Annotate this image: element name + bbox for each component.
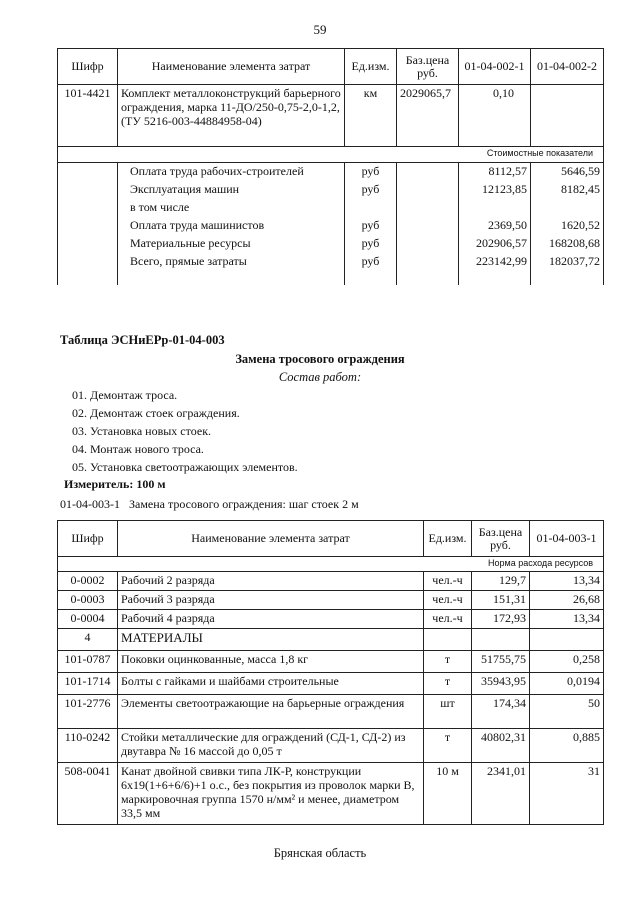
item-price: 2029065,7 (397, 85, 459, 147)
header-price: Баз.цена руб. (397, 49, 459, 85)
header-col1: 01-04-003-1 (530, 521, 604, 557)
cost-table-1 (57, 48, 604, 285)
work-item: 04. Монтаж нового троса. (72, 442, 204, 456)
table-title: Таблица ЭСНиЕРр-01-04-003 (60, 333, 225, 347)
cost-row (58, 163, 604, 181)
cost-row-name: Всего, прямые затраты (118, 253, 345, 285)
norm-code-line: 01-04-003-1 Замена тросового ограждения: шаг стоек 2 м (60, 497, 359, 511)
row-unit: чел.-ч (424, 572, 472, 591)
material-row (58, 763, 604, 825)
cost-row-value-1 (459, 199, 531, 217)
cost-row-unit: руб (345, 163, 397, 181)
empty-cell (397, 235, 459, 253)
empty-cell (58, 163, 118, 181)
row-unit: 10 м (424, 763, 472, 825)
row-price: 35943,95 (472, 673, 530, 695)
row-code: 0-0004 (58, 610, 118, 629)
cost-row-unit: руб (345, 253, 397, 285)
empty-cell (58, 181, 118, 199)
row-code: 101-0787 (58, 651, 118, 673)
cost-row-name: в том числе (118, 199, 345, 217)
row-name: Канат двойной свивки типа ЛК-Р, конструкции 6х19(1+6+6/6)+1 о.с., без покрытия из проволок марки В, маркировочная группа 1570 н/мм² и менее, диаметром 33,5 мм (118, 763, 424, 825)
table-subtitle: Замена тросового ограждения (235, 352, 405, 366)
cost-row-value-2: 8182,45 (531, 181, 604, 199)
material-row (58, 651, 604, 673)
material-row (58, 729, 604, 763)
section-cost-indicators: Стоимостные показатели (58, 147, 604, 163)
cost-row (58, 181, 604, 199)
row-code: 0-0003 (58, 591, 118, 610)
row-price: 172,93 (472, 610, 530, 629)
cost-row-value-2: 1620,52 (531, 217, 604, 235)
works-title: Состав работ: (278, 370, 362, 384)
row-value: 0,0194 (530, 673, 604, 695)
header-name: Наименование элемента затрат (118, 49, 345, 85)
empty-cell (58, 199, 118, 217)
work-item: 01. Демонтаж троса. (72, 388, 178, 402)
work-item: 03. Установка новых стоек. (72, 424, 212, 438)
row-unit: т (424, 673, 472, 695)
row-price: 2341,01 (472, 763, 530, 825)
cost-row-value-1: 8112,57 (459, 163, 531, 181)
cost-row (58, 217, 604, 235)
row-name: Поковки оцинкованные, масса 1,8 кг (118, 651, 424, 673)
cost-row-unit: руб (345, 235, 397, 253)
materials-label: МАТЕРИАЛЫ (118, 629, 424, 651)
item-value-2 (531, 85, 604, 147)
item-value-1: 0,10 (459, 85, 531, 147)
header-unit: Ед.изм. (424, 521, 472, 557)
empty-cell (58, 235, 118, 253)
row-price: 51755,75 (472, 651, 530, 673)
row-name: Рабочий 4 разряда (118, 610, 424, 629)
labor-row (58, 572, 604, 591)
cost-row-value-1: 12123,85 (459, 181, 531, 199)
row-name: Элементы светоотражающие на барьерные ограждения (118, 695, 424, 729)
empty-cell (424, 629, 472, 651)
cost-row-value-2: 168208,68 (531, 235, 604, 253)
header-unit: Ед.изм. (345, 49, 397, 85)
empty-cell (58, 253, 118, 285)
row-unit: т (424, 729, 472, 763)
materials-header-row (58, 629, 604, 651)
measure-unit: Измеритель: 100 м (64, 477, 166, 491)
row-value: 26,68 (530, 591, 604, 610)
header-name: Наименование элемента затрат (118, 521, 424, 557)
item-code: 101-4421 (58, 85, 118, 147)
cost-row-unit: руб (345, 217, 397, 235)
empty-cell (58, 217, 118, 235)
header-col2: 01-04-002-2 (531, 49, 604, 85)
cost-row-value-2 (531, 199, 604, 217)
header-code: Шифр (58, 49, 118, 85)
cost-row-name: Оплата труда машинистов (118, 217, 345, 235)
cost-row (58, 199, 604, 217)
empty-cell (397, 181, 459, 199)
empty-cell (530, 629, 604, 651)
empty-cell (397, 253, 459, 285)
row-price: 40802,31 (472, 729, 530, 763)
header-col1: 01-04-002-1 (459, 49, 531, 85)
work-item: 05. Установка светоотражающих элементов. (72, 460, 298, 474)
header-code: Шифр (58, 521, 118, 557)
row-code: 508-0041 (58, 763, 118, 825)
row-unit: чел.-ч (424, 591, 472, 610)
row-name: Рабочий 3 разряда (118, 591, 424, 610)
cost-row-value-2: 182037,72 (531, 253, 604, 285)
row-name: Болты с гайками и шайбами строительные (118, 673, 424, 695)
material-row (58, 673, 604, 695)
empty-cell (397, 163, 459, 181)
cost-row-unit (345, 199, 397, 217)
item-name: Комплект металлоконструкций барьерного ограждения, марка 11-ДО/250-0,75-2,0-1,2, (ТУ 5216-003-44884958-04) (118, 85, 345, 147)
empty-cell (397, 217, 459, 235)
cost-row (58, 235, 604, 253)
row-name: Стойки металлические для ограждений (СД-1, СД-2) из двутавра № 16 массой до 0,05 т (118, 729, 424, 763)
row-value: 0,258 (530, 651, 604, 673)
cost-row-value-2: 5646,59 (531, 163, 604, 181)
material-row (58, 695, 604, 729)
item-unit: км (345, 85, 397, 147)
row-code: 101-2776 (58, 695, 118, 729)
section-resource-norms: Норма расхода ресурсов (58, 557, 604, 572)
header-price: Баз.цена руб. (472, 521, 530, 557)
cost-row-unit: руб (345, 181, 397, 199)
cost-row-value-1: 202906,57 (459, 235, 531, 253)
row-value: 0,885 (530, 729, 604, 763)
row-price: 129,7 (472, 572, 530, 591)
cost-row (58, 253, 604, 285)
cost-row-value-1: 223142,99 (459, 253, 531, 285)
labor-row (58, 591, 604, 610)
row-price: 151,31 (472, 591, 530, 610)
row-unit: т (424, 651, 472, 673)
resource-table-2 (57, 520, 604, 825)
row-name: Рабочий 2 разряда (118, 572, 424, 591)
row-value: 31 (530, 763, 604, 825)
page-number: 59 (313, 22, 327, 37)
row-unit: чел.-ч (424, 610, 472, 629)
row-price: 174,34 (472, 695, 530, 729)
work-item: 02. Демонтаж стоек ограждения. (72, 406, 240, 420)
cost-row-name: Эксплуатация машин (118, 181, 345, 199)
labor-row (58, 610, 604, 629)
cost-row-name: Оплата труда рабочих-строителей (118, 163, 345, 181)
materials-code: 4 (58, 629, 118, 651)
row-value: 13,34 (530, 572, 604, 591)
row-unit: шт (424, 695, 472, 729)
row-code: 0-0002 (58, 572, 118, 591)
cost-row-name: Материальные ресурсы (118, 235, 345, 253)
row-code: 101-1714 (58, 673, 118, 695)
row-value: 13,34 (530, 610, 604, 629)
row-value: 50 (530, 695, 604, 729)
row-code: 110-0242 (58, 729, 118, 763)
empty-cell (397, 199, 459, 217)
empty-cell (472, 629, 530, 651)
footer-region: Брянская область (273, 846, 367, 860)
cost-row-value-1: 2369,50 (459, 217, 531, 235)
